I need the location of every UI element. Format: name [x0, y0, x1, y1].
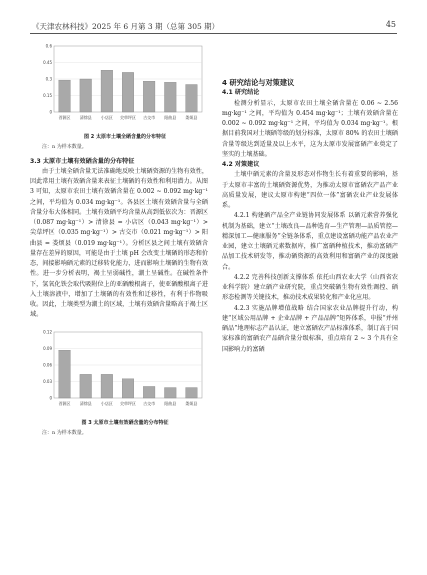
bar: [122, 378, 134, 397]
section-4-2-heading: 4.2 对策建议: [222, 161, 260, 168]
bar: [101, 70, 113, 112]
section-4-1-heading: 4.1 研究结论: [222, 89, 260, 97]
x-tick-label: 阳曲县: [164, 400, 177, 406]
section-4-1-paragraph: 检测分析显示，太原市农田土壤全硒含量在 0.06 ~ 2.56 mg·kg⁻¹ 之间，平均值为 0.454 mg·kg⁻¹；土壤有效硒含量在 0.002 ~ 0.092 mg·kg⁻¹ 之间，平均值为 0.034 mg·kg⁻¹。根据目前我国对土壤硒等级的划分标准，太原市 80% 的农田土壤硒含量等级达到适量及以上水平，这为太原市发展富硒产业奠定了坚实的土壤基础。: [222, 99, 398, 158]
bar: [80, 79, 92, 112]
figure-2-note: 注：n 为样本数量。: [42, 144, 87, 151]
bar: [59, 80, 71, 112]
bar: [80, 374, 92, 398]
page-header: [0, 0, 427, 42]
y-tick-label: 0: [49, 395, 52, 400]
bar: [164, 387, 176, 397]
y-tick-label: 0.45: [43, 60, 52, 65]
figure-2-caption: 图 2 太原市土壤全硒含量的分布特征: [84, 134, 166, 140]
left-column: [30, 38, 208, 438]
y-tick-label: 0.12: [43, 329, 52, 334]
section-3-3-heading: 3.3 太原市土壤有效硒含量的分布特征: [30, 157, 135, 165]
page-number: 45: [385, 20, 396, 29]
right-column: [222, 78, 398, 355]
x-tick-label: 小店区: [100, 400, 113, 406]
y-tick-label: 0: [49, 109, 52, 115]
figure-3-caption: 图 3 太原市土壤有效硒含量的分布特征: [81, 419, 169, 426]
figure-2-svg: [30, 40, 208, 132]
figure-3-chart: [30, 326, 208, 418]
bar: [143, 386, 155, 398]
bar: [143, 81, 155, 112]
bar: [164, 82, 176, 112]
y-tick-label: 0.03: [43, 378, 52, 384]
y-tick-label: 0.09: [43, 345, 52, 351]
y-tick-label: 0.6: [45, 43, 52, 49]
figure-2-chart: [30, 40, 208, 132]
bar: [186, 387, 198, 397]
section-4-2-3-paragraph: 4.2.3 实施品牌增值战略 结合国家农业品牌提升行动，构建“区域公用品牌 + 企业品牌 + 产品品牌”矩阵体系，申报“并州硒品”地理标志产品认证，建立富硒农产品标准体系，制订高于国家标准的富硒农产品硒含量分级标准，重点培育 2 ~ 3 个具有全国影响力的富硒: [222, 304, 398, 353]
y-tick-label: 0.15: [43, 93, 52, 98]
header-rule: [30, 33, 397, 34]
section-4-2-2-paragraph: 4.2.2 完善科技创新支撑体系 依托山西农业大学（山西省农业科学院）建立硒产业研究院，重点突破硒生物有效性调控、硒形态检测等关键技术，推动技术成果转化和产业化应用。: [222, 273, 398, 302]
x-tick-label: 小店区: [100, 115, 113, 120]
x-tick-label: 晋源区: [58, 400, 71, 406]
section-4-heading: 4 研究结论与对策建议: [222, 78, 295, 87]
x-tick-label: 清徐县: [79, 400, 92, 406]
section-4-2-paragraph: 土壤中硒元素的含量及形态对作物生长有着重要的影响，基于太原市丰富的土壤硒资源优势，为推动太原市富硒农产品产业高质量发展，建议太原市构建“四位一体”富硒农业产业发展体系。: [222, 171, 398, 209]
x-tick-label: 古交市: [143, 115, 156, 120]
bar: [122, 72, 134, 112]
bar: [186, 85, 198, 113]
x-tick-label: 古交市: [143, 400, 156, 406]
journal-title: 《天津农林科技》2025 年 6 月第 3 期（总第 305 期）: [32, 22, 220, 31]
y-tick-label: 0.06: [43, 362, 52, 367]
x-tick-label: 晋源区: [58, 115, 71, 120]
x-tick-label: 尖草坪区: [120, 400, 136, 406]
bar: [101, 374, 113, 398]
x-tick-label: 娄烦县: [185, 400, 198, 406]
figure-3-note: 注：n 为样本数量。: [42, 429, 87, 436]
figure-3-svg: [30, 326, 208, 418]
x-tick-label: 尖草坪区: [120, 115, 136, 120]
x-tick-label: 清徐县: [79, 115, 92, 120]
x-tick-label: 娄烦县: [185, 115, 198, 120]
x-tick-label: 阳曲县: [164, 115, 177, 120]
section-4-2-1-paragraph: 4.2.1 构建硒产品全产业链协同发展体系 以硒元素营养强化机制为基础，建立“土壤改良—品种选育—生产管理—品质管控—精深加工—健康服务”全链条体系，重点建设富硒功能产品农业产业园，建立土壤硒元素数据库，推广富硒种植技术，推动富硒产品加工技术研发等，推动硒资源的高效利用和富硒产业的深度融合。: [222, 212, 398, 271]
section-3-3-paragraph: 由于土壤全硒含量无法准确地反映土壤硒资源的生物有效性，因此常用土壤有效硒含量来表征土壤硒的有效性和利用潜力。从图 3 可知，太原市农田土壤有效硒含量在 0.002 ~ 0.092 mg·kg⁻¹ 之间，平均值为 0.034 mg·kg⁻¹。各县区土壤有效硒含量与全硒含量分布大体相同。土壤有效硒平均含量从高到低依次为：晋源区（0.087 mg·kg⁻¹）> 清徐县 = 小店区（0.043 mg·kg⁻¹）> 尖草坪区（0.035 mg·kg⁻¹）> 古交市（0.021 mg·kg⁻¹）> 阳曲县 = 娄烦县（0.019 mg·kg⁻¹）。分析区县之间土壤有效硒含量存在差异的原因，可能是由于土壤 pH 会改变土壤硒的形态和价态，间接影响硒元素的迁移转化能力，进而影响土壤硒的生物有效性。进一步分析表明，褐土呈弱碱性，潮土呈碱性。在碱性条件下，氢氧化铁会取代吸附位上的亚硒酸根离子，使亚硒酸根离子进入土壤溶液中，增加了土壤硒的有效性和迁移性，有利于作物吸收。因此，土壤类型为潮土的区域，土壤有效硒含量略高于褐土区域。: [30, 167, 208, 319]
y-tick-label: 0.3: [45, 76, 52, 82]
bar: [59, 350, 71, 398]
